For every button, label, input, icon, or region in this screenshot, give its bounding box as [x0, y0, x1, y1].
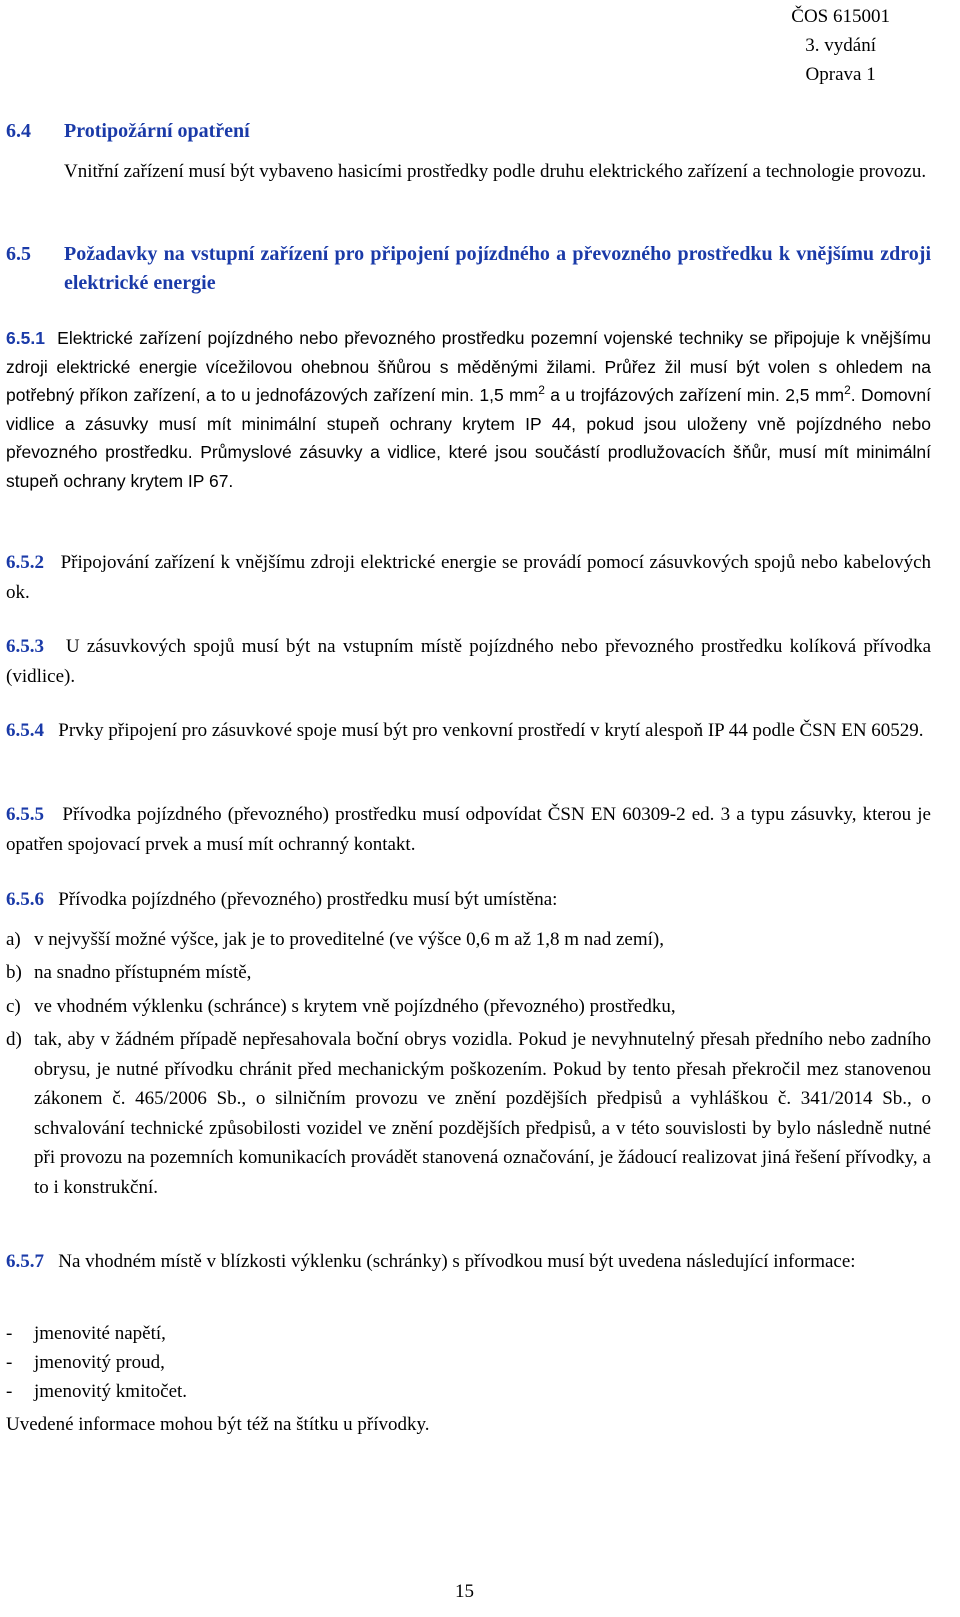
list-item: [6, 925, 931, 955]
edition: 3. vydání: [805, 35, 876, 56]
section-title: Požadavky na vstupní zařízení pro připojení pojízdného a převozného prostředku k vnějšímu zdroji elektrické energie: [64, 243, 931, 294]
paragraph-number: 6.5.4: [6, 720, 44, 741]
paragraph-text: U zásuvkových spojů musí být na vstupním místě pojízdného nebo převozného prostředku kolíková přívodka (vidlice).: [6, 636, 931, 687]
section-number: 6.4: [6, 120, 31, 142]
superscript: 2: [538, 383, 545, 398]
list-item: [6, 1348, 165, 1377]
paragraph-6-5-5: [6, 800, 931, 859]
section-6-4-heading: [6, 117, 250, 146]
paragraph-text: a u trojfázových zařízení min. 2,5 mm: [544, 385, 845, 405]
list-item: [6, 992, 931, 1022]
paragraph-text: Elektrické zařízení pojízdného nebo převozného prostředku pozemní vojenské techniky se připojuje k vnějšímu zdroji elektrické energie vícežilovou ohebnou šňůrou s měděnými žilami. Průřez žil musí být volen s ohledem na potřebný příkon zařízení, a to u jednofázových zařízení min. 1,5 mm: [6, 328, 931, 405]
paragraph-number: 6.5.3: [6, 636, 44, 657]
section-6-5-heading: [6, 240, 931, 298]
paragraph-6-5-7: [6, 1247, 931, 1277]
list-marker: c): [6, 996, 21, 1017]
list-marker: -: [6, 1323, 13, 1344]
paragraph-number: 6.5.2: [6, 552, 44, 573]
list-item: [6, 1319, 166, 1348]
paragraph-text: Připojování zařízení k vnějšímu zdroji elektrické energie se provádí pomocí zásuvkových spojů nebo kabelových ok.: [6, 552, 931, 603]
closing-note: Uvedené informace mohou být též na štítku u přívodky.: [6, 1414, 430, 1435]
paragraph-number: 6.5.1: [6, 328, 45, 348]
list-text: jmenovité napětí,: [34, 1323, 166, 1344]
paragraph-text: . Domovní vidlice a zásuvky musí mít minimální stupeň ochrany krytem IP 44, pokud jsou uloženy vně pojízdného nebo převozného prostředku. Průmyslové zásuvky a vidlice, které jsou součástí prodlužovacích šňůr, musí mít minimální stupeň ochrany krytem IP 67.: [6, 385, 931, 491]
paragraph-number: 6.5.7: [6, 1251, 44, 1272]
list-item: [6, 1025, 931, 1202]
list-marker: b): [6, 962, 22, 983]
paragraph-6-5-1: [6, 324, 931, 495]
superscript: 2: [844, 383, 851, 398]
paragraph-text: Přívodka pojízdného (převozného) prostředku musí být umístěna:: [58, 889, 558, 910]
paragraph-6-5-3: [6, 632, 931, 691]
list-item: [6, 958, 931, 988]
section-number: 6.5: [6, 243, 31, 265]
list-marker: a): [6, 929, 21, 950]
list-text: jmenovitý proud,: [34, 1352, 165, 1373]
page-number: 15: [455, 1581, 474, 1602]
paragraph-6-5-6: [6, 885, 931, 915]
paragraph-6-5-4: [6, 716, 931, 746]
list-text: tak, aby v žádném případě nepřesahovala boční obrys vozidla. Pokud je nevyhnutelný přesah předního nebo zadního obrysu, je nutné přívodku chránit před mechanickým poškozením. Pokud by tento přesah překročil mez stanovenou zákonem č. 465/2006 Sb., o silničním provozu ve znění pozdějších předpisů a vyhláškou č. 341/2014 Sb., o schvalování technické způsobilosti vozidel ve znění pozdějších předpisů, a v této souvislosti by bylo následně nutné při provozu na pozemních komunikacích provádět stanovená označování, je žádoucí realizovat jiná řešení přívodky, a to i konstrukční.: [34, 1029, 931, 1198]
list-text: jmenovitý kmitočet.: [34, 1381, 188, 1402]
paragraph-text: Přívodka pojízdného (převozného) prostředku musí odpovídat ČSN EN 60309-2 ed. 3 a typu zásuvky, kterou je opatřen spojovací prvek a musí mít ochranný kontakt.: [6, 804, 931, 855]
paragraph-6-5-2: [6, 548, 931, 607]
standard-id: ČOS 615001: [791, 6, 890, 27]
list-marker: d): [6, 1029, 22, 1050]
section-title: Protipožární opatření: [64, 120, 250, 142]
list-item: [6, 1377, 187, 1406]
amendment: Oprava 1: [805, 64, 876, 85]
list-marker: -: [6, 1381, 13, 1402]
paragraph-number: 6.5.6: [6, 889, 44, 910]
paragraph-number: 6.5.5: [6, 804, 44, 825]
list-text: v nejvyšší možné výšce, jak je to proveditelné (ve výšce 0,6 m až 1,8 m nad zemí),: [34, 929, 664, 950]
list-text: ve vhodném výklenku (schránce) s krytem vně pojízdného (převozného) prostředku,: [34, 996, 676, 1017]
paragraph-text: Prvky připojení pro zásuvkové spoje musí být pro venkovní prostředí v krytí alespoň IP 44 podle ČSN EN 60529.: [58, 720, 924, 741]
paragraph-text: Na vhodném místě v blízkosti výklenku (schránky) s přívodkou musí být uvedena následující informace:: [58, 1251, 856, 1272]
list-marker: -: [6, 1352, 13, 1373]
document-header: [791, 2, 890, 89]
section-6-4-text: Vnitřní zařízení musí být vybaveno hasicími prostředky podle druhu elektrického zařízení a technologie provozu.: [64, 161, 927, 182]
list-text: na snadno přístupném místě,: [34, 962, 252, 983]
